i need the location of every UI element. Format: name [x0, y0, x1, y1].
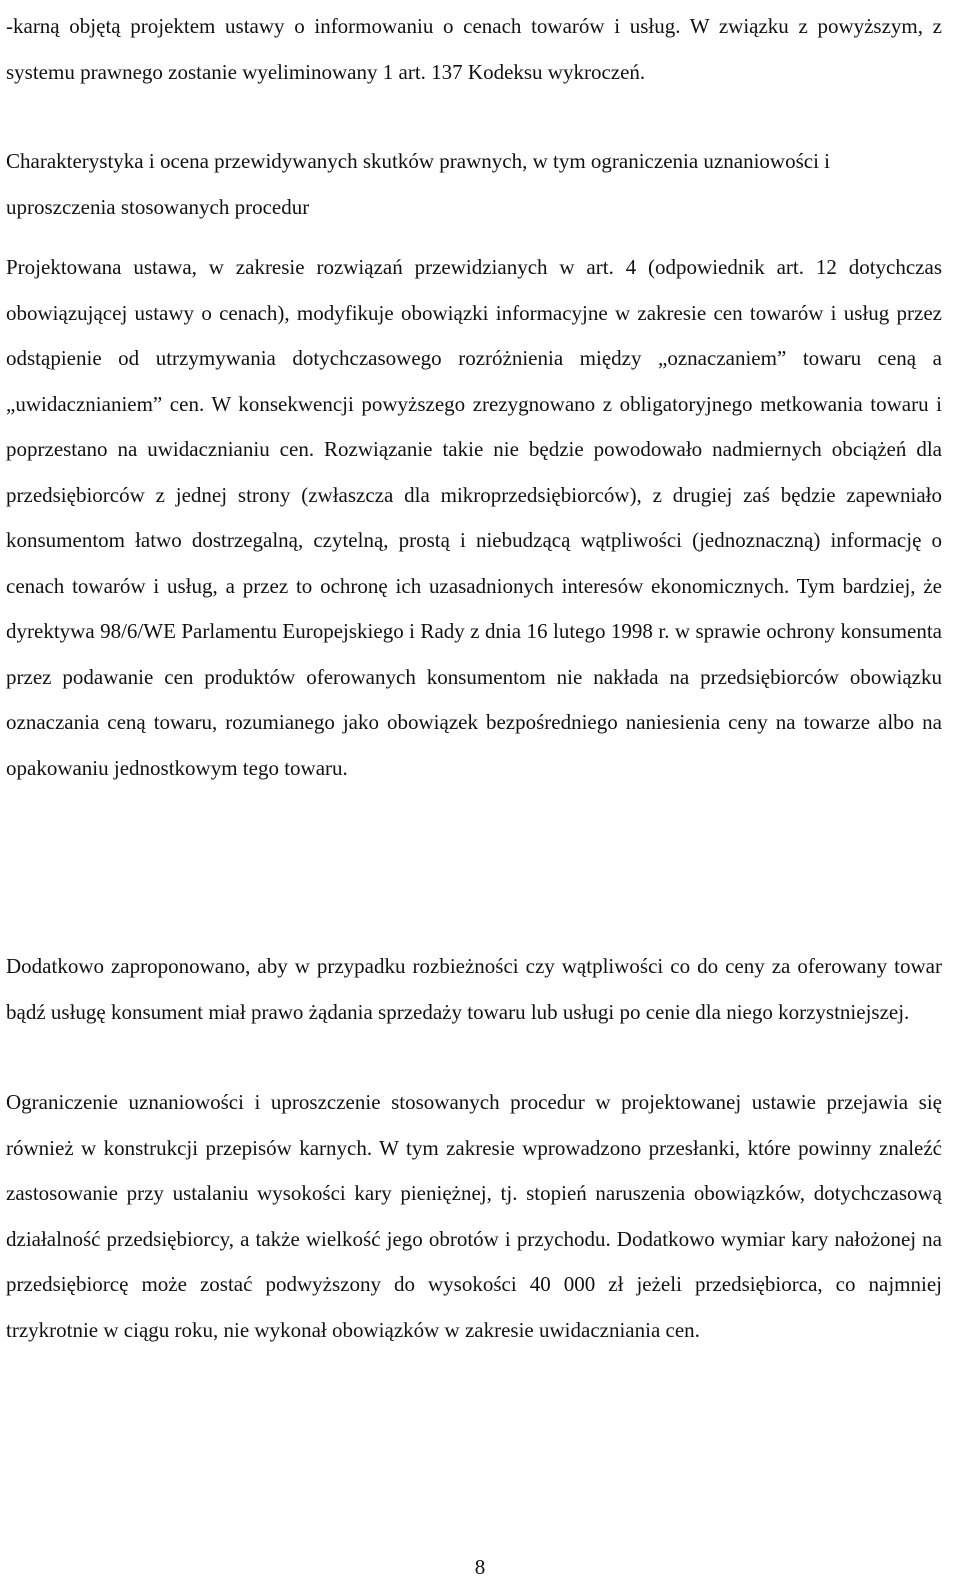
page-number: 8	[474, 1555, 486, 1579]
section-heading: Charakterystyka i ocena przewidywanych skutków prawnych, w tym ograniczenia uznaniowości i uproszczenia stosowanych procedur	[6, 149, 830, 219]
paragraph-penal-provisions-end: -karną objętą projektem ustawy o informowaniu o cenach towarów i usług. W związku z powyższym, z systemu prawnego zostanie wyeliminowany 1 art. 137 Kodeksu wykroczeń.	[6, 14, 942, 84]
paragraph-information-obligations: Projektowana ustawa, w zakresie rozwiązań przewidzianych w art. 4 (odpowiednik art. 12 dotychczas obowiązującej ustawy o cenach), modyfikuje obowiązki informacyjne w zakresie cen towarów i usług przez odstąpienie od utrzymywania dotychczasowego rozróżnienia między „oznaczaniem” towaru ceną a „uwidacznianiem” cen. W konsekwencji powyższego zrezygnowano z obligatoryjnego metkowania towaru i poprzestano na uwidacznianiu cen. Rozwiązanie takie nie będzie powodowało nadmiernych obciążeń dla przedsiębiorców z jednej strony (zwłaszcza dla mikroprzedsiębiorców), z drugiej zaś będzie zapewniało konsumentom łatwo dostrzegalną, czytelną, prostą i niebudzącą wątpliwości (jednoznaczną) informację o cenach towarów i usług, a przez to ochronę ich uzasadnionych interesów ekonomicznych. Tym bardziej, że dyrektywa 98/6/WE Parlamentu Europejskiego i Rady z dnia 16 lutego 1998 r. w sprawie ochrony konsumenta przez podawanie cen produktów oferowanych konsumentom nie nakłada na przedsiębiorców obowiązku oznaczania ceną towaru, rozumianego jako obowiązek bezpośredniego naniesienia ceny na towarze albo na opakowaniu jednostkowym tego towaru.	[6, 255, 942, 780]
paragraph-penalty-procedures: Ograniczenie uznaniowości i uproszczenie stosowanych procedur w projektowanej ustawie przejawia się również w konstrukcji przepisów karnych. W tym zakresie wprowadzono przesłanki, które powinny znaleźć zastosowanie przy ustalaniu wysokości kary pieniężnej, tj. stopień naruszenia obowiązków, dotychczasową działalność przedsiębiorcy, a także wielkość jego obrotów i przychodu. Dodatkowo wymiar kary nałożonej na przedsiębiorcę może zostać podwyższony do wysokości 40 000 zł jeżeli przedsiębiorca, co najmniej trzykrotnie w ciągu roku, nie wykonał obowiązków w zakresie uwidaczniania cen.	[6, 1090, 942, 1342]
paragraph-consumer-price-right: Dodatkowo zaproponowano, aby w przypadku rozbieżności czy wątpliwości co do ceny za oferowany towar bądź usługę konsument miał prawo żądania sprzedaży towaru lub usługi po cenie dla niego korzystniejszej.	[6, 954, 942, 1024]
